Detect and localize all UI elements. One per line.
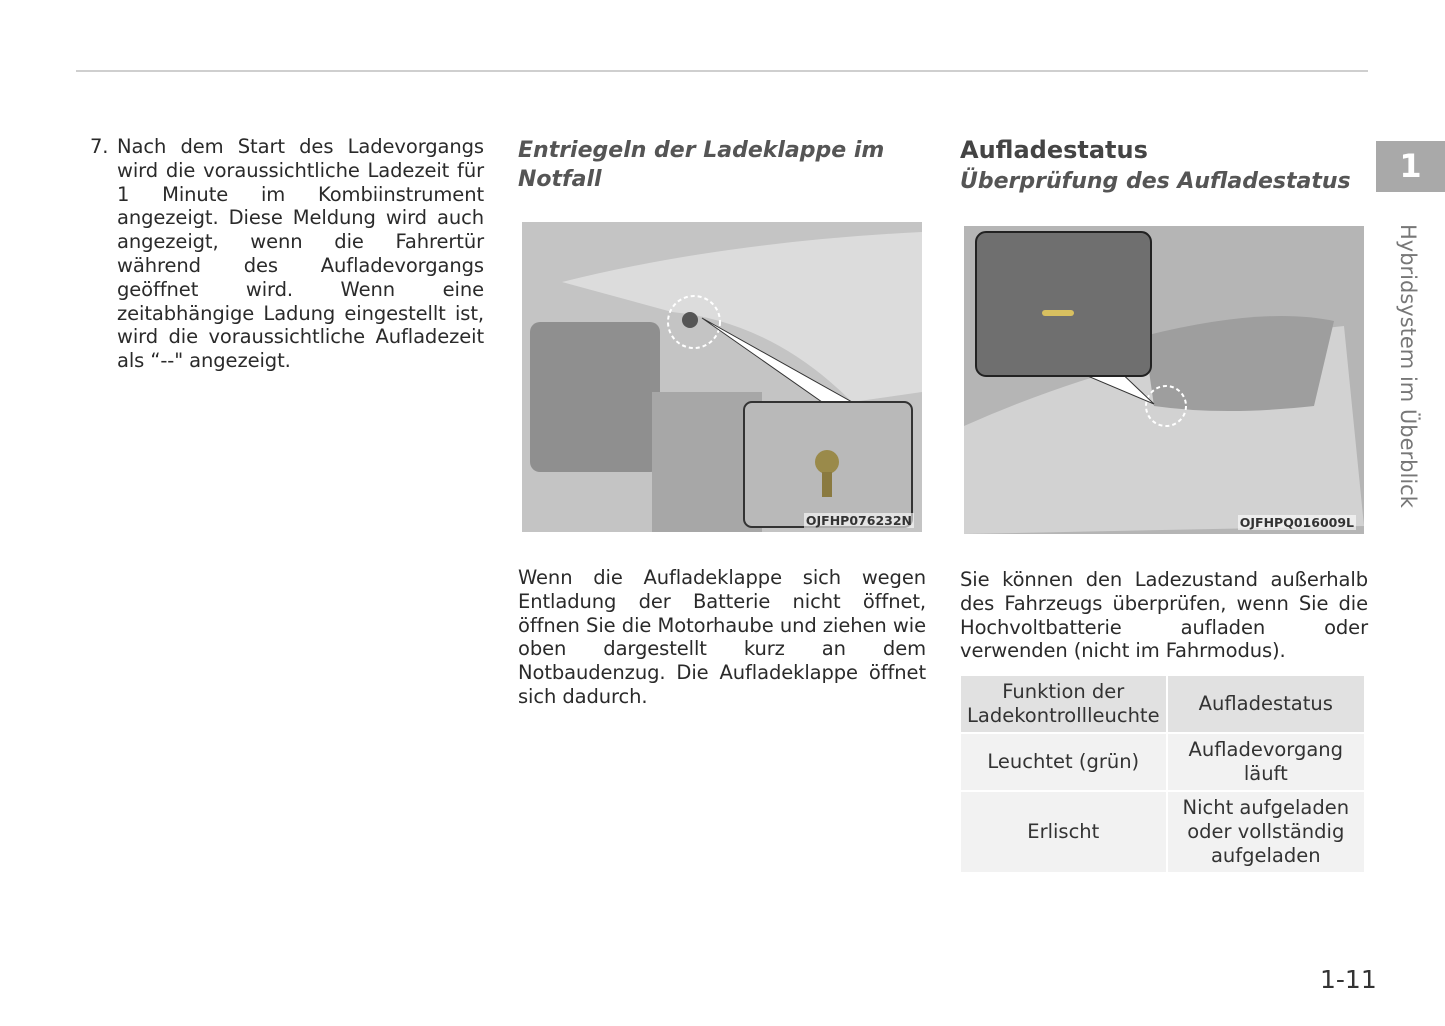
top-rule — [76, 70, 1368, 72]
car-hood-illustration — [964, 226, 1364, 534]
step-7 — [90, 135, 484, 373]
section-heading: Aufladestatus — [960, 136, 1148, 164]
chapter-title: Hybridsystem im Überblick — [1396, 224, 1420, 508]
table-cell: Leuchtet (grün) — [961, 734, 1166, 790]
chapter-tab: 1 — [1376, 141, 1445, 192]
figure-engine-bay — [522, 222, 922, 532]
table-row — [961, 792, 1364, 872]
status-text: Sie können den Ladezustand außerhalb des Fahrzeugs überprüfen, wenn Sie die Hochvoltbatterie aufladen oder verwenden (nicht im Fahrmodus). — [960, 568, 1368, 663]
engine-bay-illustration — [522, 222, 922, 532]
header-status: Aufladestatus — [1168, 676, 1364, 732]
header-function: Funktion der Ladekontrollleuchte — [961, 676, 1166, 732]
page-number: 1-11 — [1320, 965, 1377, 994]
charge-status-table — [959, 674, 1366, 874]
table-header-row — [961, 676, 1364, 732]
table-cell: Nicht aufgeladen oder vollständig aufgeladen — [1168, 792, 1364, 872]
section-heading-emergency: Entriegeln der Ladeklappe im Notfall — [518, 138, 885, 192]
step-text: Nach dem Start des Ladevorgangs wird die voraussichtliche Ladezeit für 1 Minute im Kombiinstrument angezeigt. Diese Meldung wird auch angezeigt, wenn die Fahrertür während des Aufladevorgangs geöffnet wird. Wenn eine zeitabhängige Ladung eingestellt ist, wird die voraussichtliche Aufladezeit als “--" angezeigt. — [117, 135, 484, 373]
table-cell: Erlischt — [961, 792, 1166, 872]
table-row — [961, 734, 1364, 790]
table-cell: Aufladevorgang läuft — [1168, 734, 1364, 790]
section-subheading: Überprüfung des Aufladestatus — [960, 169, 1351, 194]
step-number: 7. — [90, 135, 109, 158]
figure-code: OJFHP076232N — [805, 513, 912, 528]
emergency-text: Wenn die Aufladeklappe sich wegen Entladung der Batterie nicht öffnet, öffnen Sie die Motorhaube und ziehen wie oben dargestellt kurz an dem Notbaudenzug. Die Aufladeklappe öffnet sich dadurch. — [518, 566, 926, 708]
figure-code: OJFHPQ016009L — [1239, 515, 1354, 530]
figure-charge-indicator — [964, 226, 1364, 534]
